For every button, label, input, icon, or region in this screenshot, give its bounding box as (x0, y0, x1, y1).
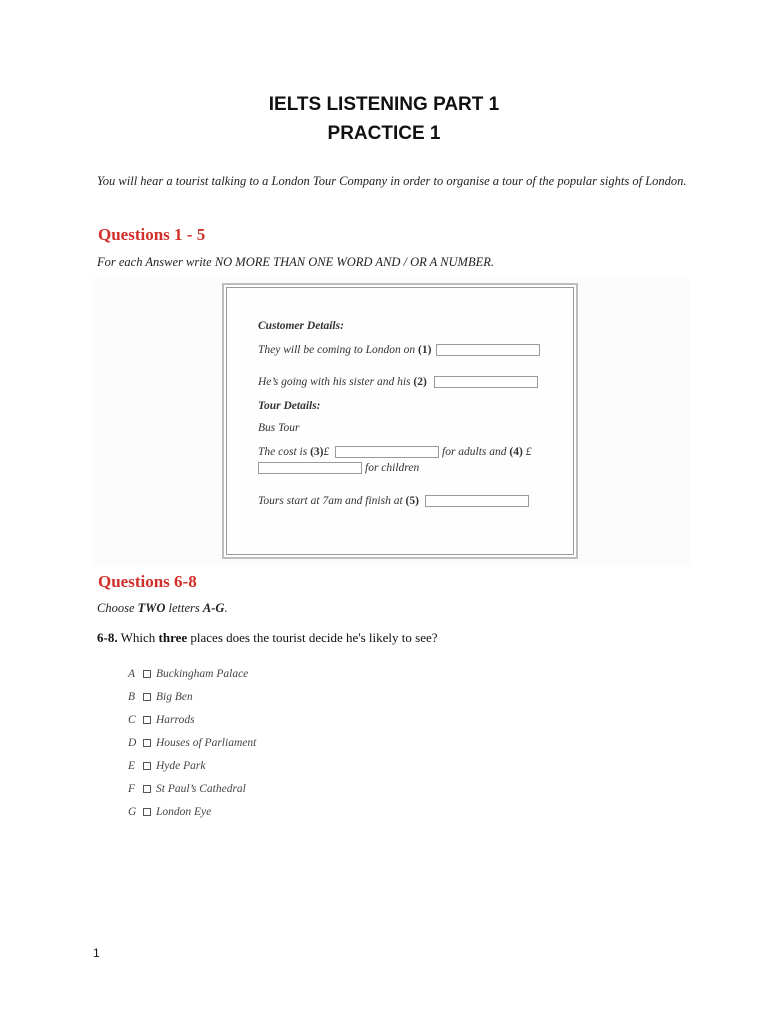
question-6-8: 6-8. Which three places does the tourist decide he's likely to see? (97, 630, 438, 645)
option-b[interactable]: B Big Ben (128, 690, 193, 703)
customer-details-heading: Customer Details: (258, 320, 344, 332)
option-d[interactable]: D Houses of Parliament (128, 736, 257, 749)
intro-text: You will hear a tourist talking to a London Tour Company in order to organise a tour of the popular sights of London. (97, 174, 687, 188)
q2-answer-field[interactable] (434, 376, 538, 388)
checkbox-icon[interactable] (143, 762, 151, 770)
option-e[interactable]: E Hyde Park (128, 759, 206, 772)
q2-label: He’s going with his sister and his (2) (258, 376, 427, 388)
option-g[interactable]: G London Eye (128, 805, 212, 818)
checkbox-icon[interactable] (143, 808, 151, 816)
q5-label: Tours start at 7am and finish at (5) (258, 495, 419, 507)
q4-label: for adults and (4) £ (442, 446, 532, 458)
option-f[interactable]: F St Paul’s Cathedral (128, 782, 246, 795)
for-children-label: for children (365, 462, 420, 474)
q5-answer-field[interactable] (425, 495, 529, 507)
questions-6-8-instruction: Choose TWO letters A-G. (97, 601, 228, 615)
questions-1-5-instruction: For each Answer write NO MORE THAN ONE WORD AND / OR A NUMBER. (97, 255, 494, 269)
q1-answer-field[interactable] (436, 344, 540, 356)
checkbox-icon[interactable] (143, 739, 151, 747)
tour-details-heading: Tour Details: (258, 400, 321, 412)
q3-answer-field[interactable] (335, 446, 439, 458)
q1-label: They will be coming to London on (1) (258, 344, 432, 356)
questions-6-8-heading: Questions 6-8 (98, 572, 197, 591)
checkbox-icon[interactable] (143, 670, 151, 678)
title-line-2: PRACTICE 1 (327, 123, 441, 144)
checkbox-icon[interactable] (143, 785, 151, 793)
checkbox-icon[interactable] (143, 716, 151, 724)
option-c[interactable]: C Harrods (128, 713, 195, 726)
checkbox-icon[interactable] (143, 693, 151, 701)
q4-answer-field[interactable] (258, 462, 362, 474)
option-a[interactable]: A Buckingham Palace (128, 667, 249, 680)
title-line-1: IELTS LISTENING PART 1 (268, 94, 500, 115)
bus-tour-label: Bus Tour (258, 422, 300, 434)
page-title (0, 90, 768, 148)
page-number: 1 (93, 946, 100, 960)
questions-1-5-heading: Questions 1 - 5 (98, 225, 206, 244)
q3-label: The cost is (3)£ (258, 446, 330, 458)
options-list (128, 662, 256, 823)
